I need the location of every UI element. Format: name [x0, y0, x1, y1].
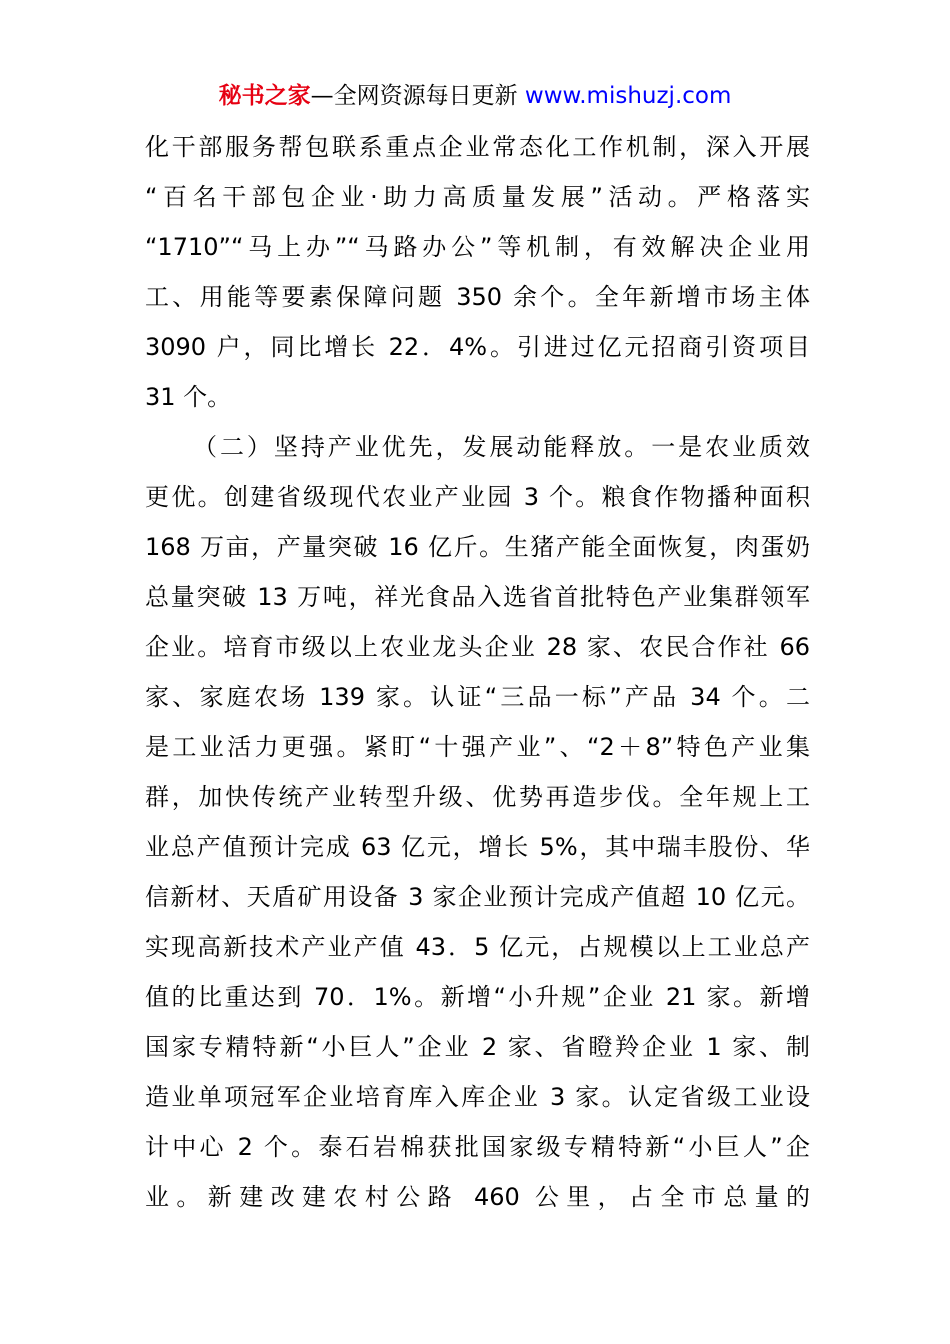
- paragraph-start-line: （二）坚持产业优先，发展动能释放。一是农业质效: [193, 433, 810, 461]
- text-line: 值的比重达到 70．1%。新增“小升规”企业 21 家。新增: [145, 983, 810, 1011]
- text-line: 家、家庭农场 139 家。认证“三品一标”产品 34 个。二: [145, 683, 810, 711]
- text-line: “百名干部包企业·助力高质量发展”活动。严格落实: [145, 183, 810, 211]
- text-line: 31 个。: [145, 383, 232, 411]
- text-line: 是工业活力更强。紧盯“十强产业”、“2＋8”特色产业集: [145, 733, 810, 761]
- text-line: 化干部服务帮包联系重点企业常态化工作机制，深入开展: [145, 133, 810, 161]
- text-line: 3090 户，同比增长 22．4%。引进过亿元招商引资项目: [145, 333, 810, 361]
- text-line: 企业。培育市级以上农业龙头企业 28 家、农民合作社 66: [145, 633, 810, 661]
- text-line: 计中心 2 个。泰石岩棉获批国家级专精特新“小巨人”企: [145, 1133, 810, 1161]
- text-line: 实现高新技术产业产值 43．5 亿元，占规模以上工业总产: [145, 933, 810, 961]
- site-header: [0, 80, 950, 112]
- text-line: 总量突破 13 万吨，祥光食品入选省首批特色产业集群领军: [145, 583, 810, 611]
- document-body: [145, 122, 810, 1222]
- brand-name: 秘书之家: [218, 83, 311, 109]
- text-line: 造业单项冠军企业培育库入库企业 3 家。认定省级工业设: [145, 1083, 810, 1111]
- text-line: 国家专精特新“小巨人”企业 2 家、省瞪羚企业 1 家、制: [145, 1033, 810, 1061]
- header-tagline: —全网资源每日更新: [310, 83, 525, 109]
- text-line: “1710”“马上办”“马路办公”等机制，有效解决企业用: [145, 233, 810, 261]
- text-line: 群，加快传统产业转型升级、优势再造步伐。全年规上工: [145, 783, 810, 811]
- text-line: 工、用能等要素保障问题 350 余个。全年新增市场主体: [145, 283, 810, 311]
- text-line: 业总产值预计完成 63 亿元，增长 5%，其中瑞丰股份、华: [145, 833, 810, 861]
- text-line: 业。新建改建农村公路 460 公里，占全市总量的: [145, 1183, 810, 1211]
- text-line: 更优。创建省级现代农业产业园 3 个。粮食作物播种面积: [145, 483, 810, 511]
- text-line: 168 万亩，产量突破 16 亿斤。生猪产能全面恢复，肉蛋奶: [145, 533, 810, 561]
- site-url-link[interactable]: www.mishuzj.com: [524, 83, 732, 109]
- text-line: 信新材、天盾矿用设备 3 家企业预计完成产值超 10 亿元。: [145, 883, 810, 911]
